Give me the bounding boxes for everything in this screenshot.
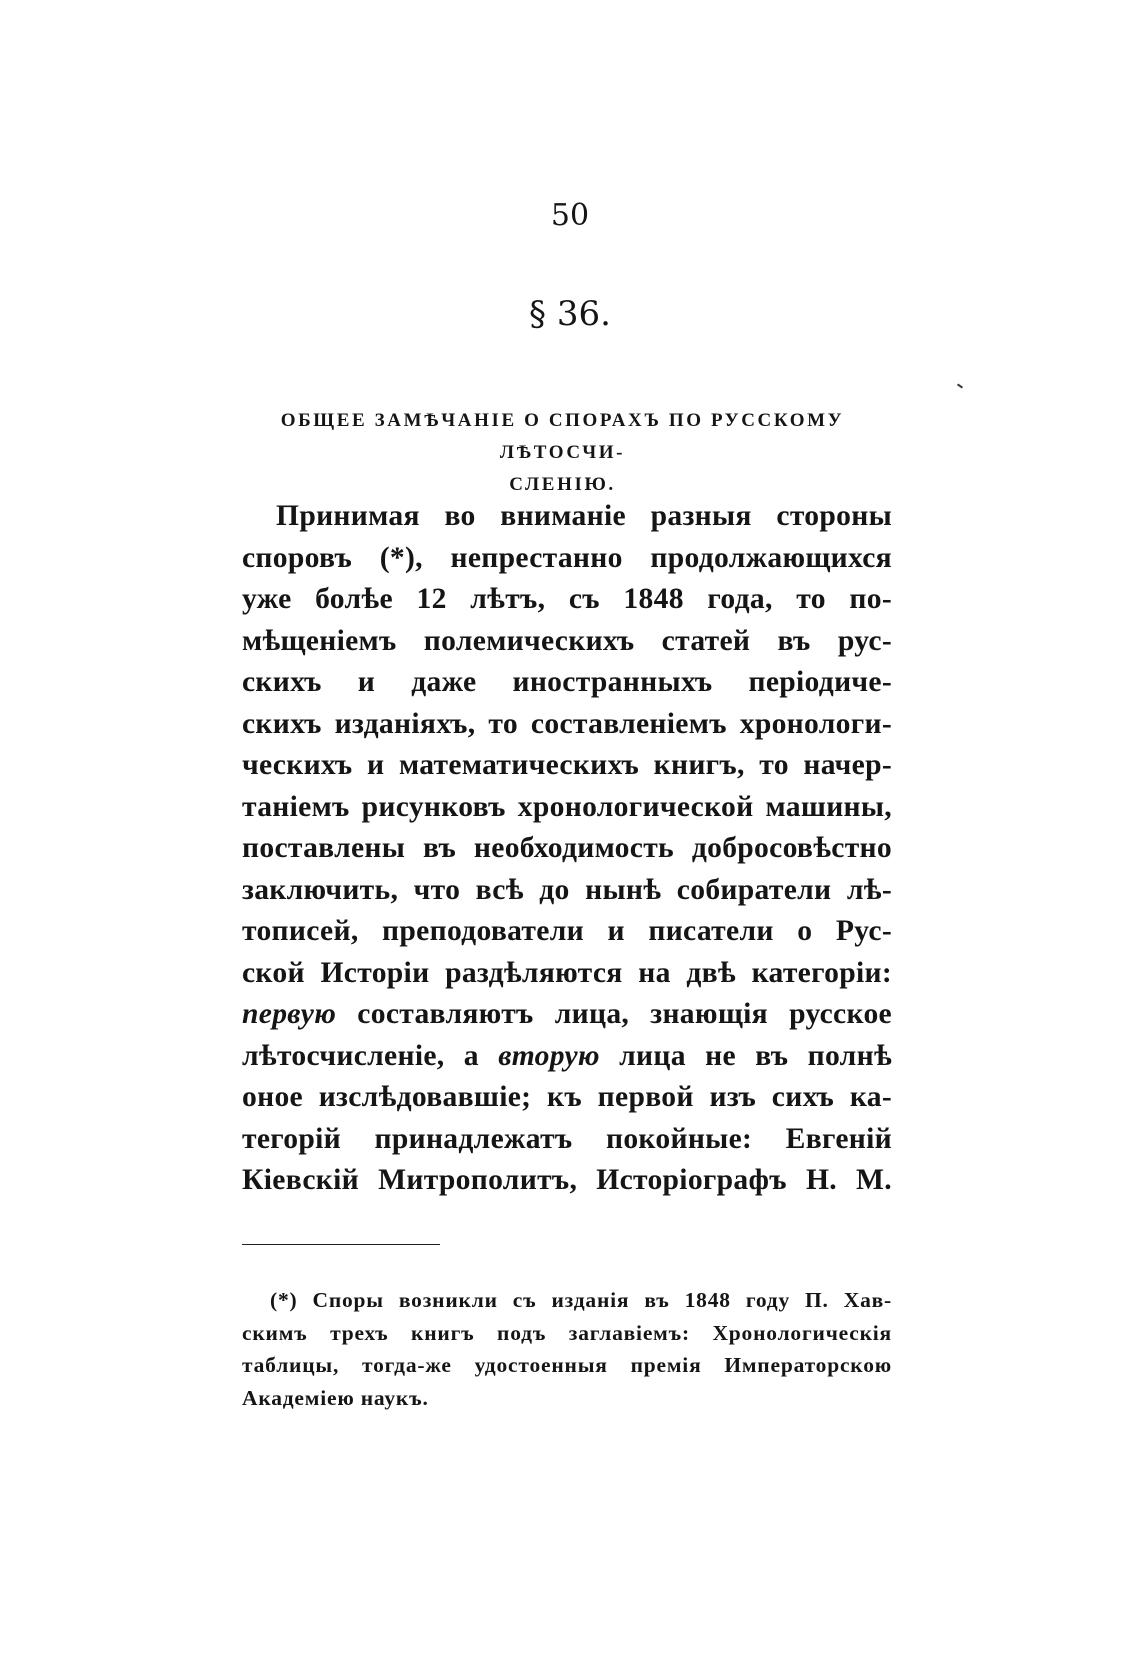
body-line: таніемъ рисунковъ хронологической машины, (242, 790, 892, 823)
body-line: тописей, преподователи и писатели о Рус- (242, 915, 892, 947)
body-line-mixed (242, 1036, 892, 1078)
footnote-line: Академіею наукъ. (242, 1385, 429, 1410)
body-line-rest: составляютъ лица, знающія русское (357, 998, 892, 1030)
print-speck (957, 383, 963, 388)
footnote-line: (*) Споры возникли съ изданія въ 1848 году П. Хав- (270, 1288, 892, 1312)
body-line: оное изслѣдовавшіе; къ первой изъ сихъ ка- (242, 1081, 892, 1113)
footnote-line: скимъ трехъ книгъ подъ заглавіемъ: Хронологическія (242, 1320, 892, 1345)
body-line: мѣщеніемъ полемическихъ статей въ рус- (242, 624, 892, 657)
body-paragraph (242, 496, 892, 1202)
body-line: споровъ (*), непрестанно продолжающихся (242, 541, 892, 574)
body-line: ческихъ и математическихъ книгъ, то начер- (242, 749, 892, 781)
body-line-rest: лица не въ полнѣ (619, 1039, 892, 1072)
footnote-rule (242, 1244, 440, 1245)
footnote-line: таблицы, тогда-же удостоенныя премія Императорскою (242, 1353, 892, 1377)
body-line: заключить, что всѣ до нынѣ собиратели лѣ- (242, 873, 892, 906)
body-line: Принимая во вниманіе разныя стороны (276, 500, 892, 532)
body-line: скихъ и даже иностранныхъ періодиче- (242, 666, 892, 698)
footnote (242, 1284, 892, 1414)
italic-word-second: вторую (498, 1039, 600, 1072)
section-number: § 36. (529, 294, 611, 334)
page-number: 50 (550, 198, 590, 233)
section-heading (255, 405, 870, 501)
body-line: ской Исторіи раздѣляются на двѣ категоріи: (242, 956, 892, 989)
body-line-start: лѣтосчисленіе, а (242, 1039, 479, 1072)
body-line: Кіевскій Митрополитъ, Исторіографъ Н. М. (242, 1164, 892, 1196)
section-heading-line: ОБЩЕЕ ЗАМѢЧАНІЕ О СПОРАХЪ ПО РУССКОМУ ЛѢТОСЧИ- (280, 410, 845, 463)
italic-word-first: первую (242, 998, 337, 1030)
body-line: поставлены въ необходимость добросовѣстно (242, 832, 892, 864)
section-heading-line: СЛЕНІЮ. (509, 474, 616, 495)
body-line: тегорій принадлежатъ покойные: Евгеній (242, 1122, 892, 1155)
body-line-mixed (242, 994, 892, 1036)
body-line: уже болѣе 12 лѣтъ, съ 1848 года, то по- (242, 583, 892, 615)
body-line: скихъ изданіяхъ, то составленіемъ хронологи- (242, 707, 892, 740)
